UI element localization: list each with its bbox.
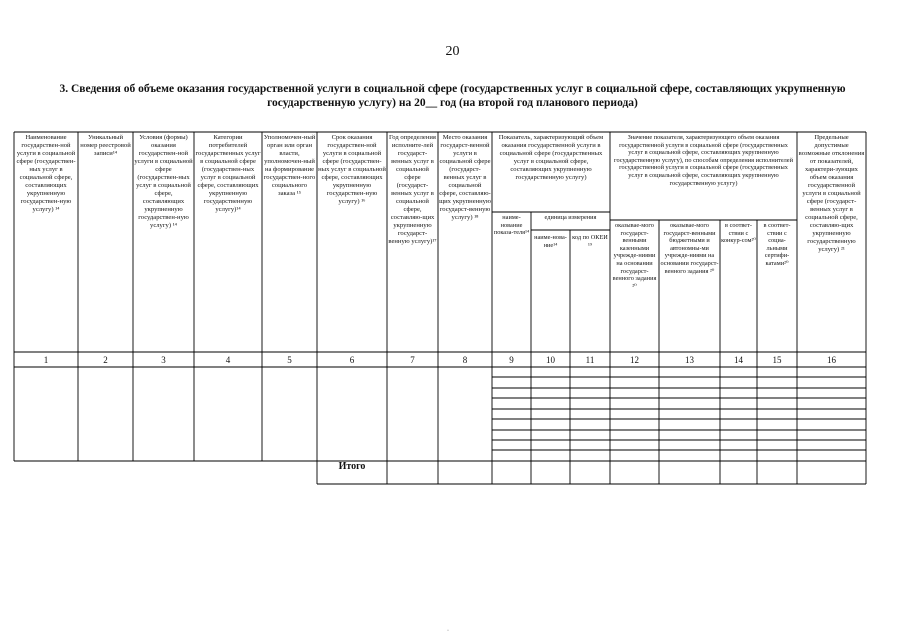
- header-group-unit: единица измерения: [544, 214, 597, 221]
- header-group-value: Значение показателя, характеризующего объем оказания государственной услуги в социальной сфере (государственных услуг в социальной сфере, составляющих укрупненную государственную услугу), по способам определения исполнителей государственной услуги в социальной сфере (государственных услуг в социальной сфере, составляющих укрупненную государственную услугу): [614, 134, 793, 187]
- column-number: 13: [685, 355, 694, 365]
- header-col-15: в соответ-ствии с социа-льными сертифи-катами²⁰: [763, 222, 791, 267]
- header-col-6: Срок оказания государствен-ной услуги в социальной сфере (государствен-ных услуг в социальной сфере, составляющих укрупненную государствен-ную услугу) ¹⁶: [318, 134, 386, 205]
- header-col-1: Наименование государствен-ной услуги в социальной сфере (государствен-ных услуг в социальной сфере, составляющих укрупненную государствен-ную услугу) ¹⁴: [16, 134, 76, 213]
- column-number: 4: [225, 355, 231, 365]
- header-col-3: Условия (формы) оказания государствен-ной услуги в социальной сфере (государствен-ных услуг в социальной сфере, составляющих укрупненную государствен-ную услугу) ¹⁴: [134, 134, 193, 229]
- column-number: 5: [287, 355, 292, 365]
- header-col-4: Категории потребителей государственных услуг в социальной сфере (государствен-ных услуг в социальной сфере, составляющих укрупненную государственную услугу)¹⁴: [195, 134, 261, 213]
- column-number: 12: [630, 355, 639, 365]
- page-number: 20: [445, 44, 460, 59]
- header-col-2: Уникальный номер реестровой записи¹⁴: [80, 134, 131, 157]
- header-col-10: наиме-нова-ние¹⁴: [534, 234, 567, 249]
- column-number: 2: [103, 355, 108, 365]
- column-number: 10: [546, 355, 555, 365]
- column-number: 6: [349, 355, 355, 365]
- total-label: Итого: [338, 461, 366, 472]
- header-col-7: Год определения исполните-лей государст-венных услуг в социальной сфере (государст-венных услуг в социальной сфере, составляю-щих укрупненную государст-венную услугу)¹⁷: [388, 134, 437, 245]
- column-number: 1: [43, 355, 49, 365]
- column-number: 3: [161, 355, 166, 365]
- column-number: 16: [827, 355, 836, 365]
- column-number: 14: [734, 355, 743, 365]
- header-group-indicator: Показатель, характеризующий объем оказания государственной услуги в социальной сфере (государственных услуг в социальной сфере, составляющих укрупненную государственную услугу): [498, 134, 604, 181]
- column-number: 9: [509, 355, 514, 365]
- column-number: 8: [462, 355, 468, 365]
- column-number: 15: [772, 355, 782, 365]
- section-title: 3. Сведения об объеме оказания государственной услуги в социальной сфере (государственных услуг в социальной сфере, составляющих укрупненную государственную услугу) на 20__ год (на второй год планового периода): [59, 83, 846, 109]
- header-col-16: Предельные допустимые возможные отклонения от показателей, характери-зующих объем оказания государственной услуги в социальной сфере (государст-венных услуг в социальной сфере, составляю-щих укрупненную государственную услугу) ²¹: [798, 134, 865, 253]
- header-col-8: Место оказания государст-венной услуги в социальной сфере (государст-венных услуг в социальной сфере, составляю-щих укрупненную государст-венную услугу) ¹⁸: [439, 134, 491, 221]
- header-col-13: оказывае-мого государст-венными бюджетными и автономны-ми учрежде-ниями на основании государст-венного задания ²⁰: [660, 222, 719, 275]
- column-number: 7: [410, 355, 415, 365]
- header-col-14: в соответ-ствии с конкур-сом²⁰: [721, 222, 756, 245]
- header-col-12: оказывае-мого государст-венными казенными учрежде-ниями на основании государст-венного задания ²⁰: [612, 222, 657, 290]
- header-col-9: наиме-нование показа-теля¹⁴: [493, 214, 530, 237]
- column-number: 11: [585, 355, 595, 365]
- header-col-5: Уполномочен-ный орган или орган власти, уполномочен-ный на формирование государствен-ного социального заказа ¹⁵: [263, 134, 316, 197]
- header-col-11: код по ОКЕИ ¹⁹: [572, 234, 608, 249]
- stray-mark: ·: [447, 628, 449, 634]
